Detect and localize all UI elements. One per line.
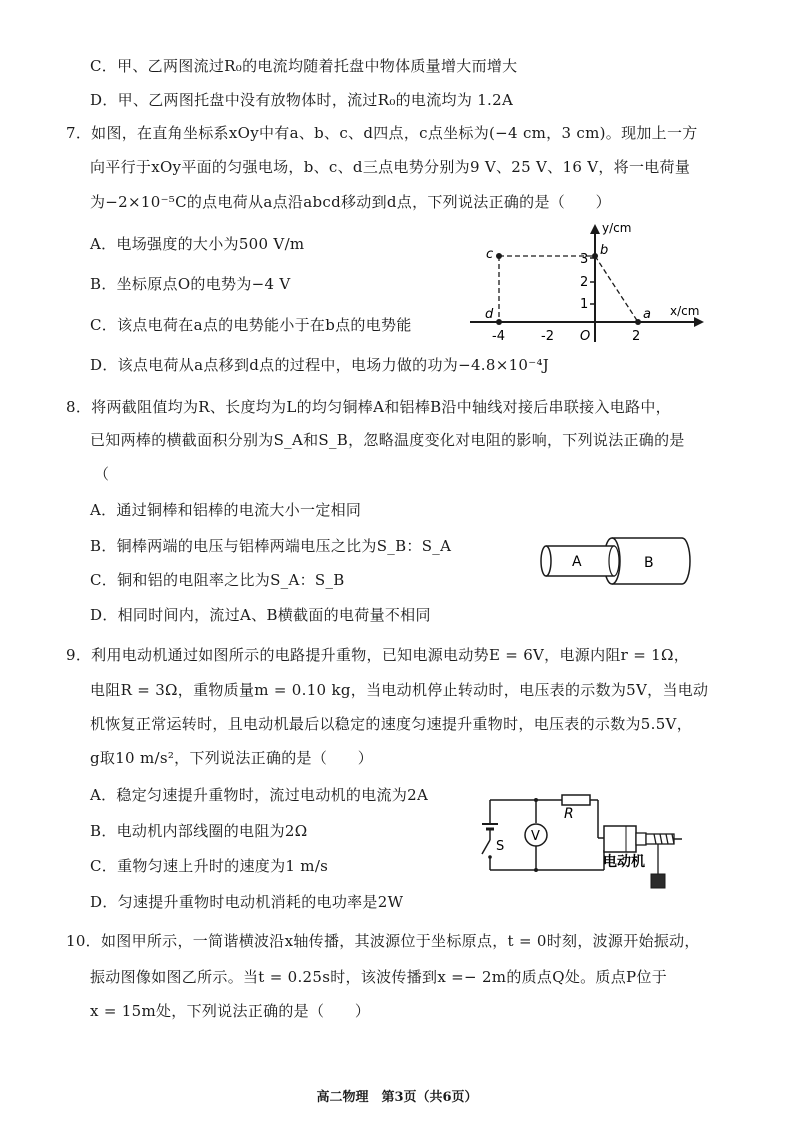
q8-option-b: B．铜棒两端的电压与铝棒两端电压之比为S_B：S_A [90,537,452,555]
q10-stem-line1: 10．如图甲所示，一简谐横波沿x轴传播，其波源位于坐标原点，t = 0时刻，波源开始振动， [66,932,700,950]
q8-option-a: A．通过铜棒和铝棒的电流大小一定相同 [90,501,362,519]
switch-blade [482,840,490,854]
y-axis-label: y/cm [602,221,632,235]
q8-option-d: D．相同时间内，流过A、B横截面的电荷量不相同 [90,606,431,624]
q10-stem-line2: 振动图像如图乙所示。当t = 0.25s时，该波传播到x =− 2m的质点Q处。质点P位于 [90,968,668,986]
q8-stem-line1: 8．将两截阻值均为R、长度均为L的均匀铜棒A和铝棒B沿中轴线对接后串联接入电路中， [66,398,671,416]
y-axis-arrow [590,224,600,234]
q6-option-d: D．甲、乙两图托盘中没有放物体时，流过R₀的电流均为 1.2A [90,91,514,109]
page-footer: 高二物理 第3页（共6页） [316,1090,478,1105]
motor-body [604,826,636,852]
q7-stem-line2: 向平行于xOy平面的匀强电场，b、c、d三点电势分别为9 V、25 V、16 V，将一电荷量 [90,158,691,176]
point-a [635,319,641,325]
q8-stem-line3: （ [94,465,110,483]
x-axis-label: x/cm [670,304,700,318]
rod-b-label: B [644,555,654,571]
q7-option-d: D．该点电荷从a点移到d点的过程中，电场力做的功为−4.8×10⁻⁴J [90,356,550,374]
q9-option-b: B．电动机内部线圈的电阻为2Ω [90,822,308,840]
point-d [496,319,502,325]
q7-stem-line1: 7．如图，在直角坐标系xOy中有a、b、c、d四点，c点坐标为(−4 cm，3 cm)。现加上一方 [66,124,698,142]
resistor-label: R [564,806,574,822]
label-a: a [643,307,651,322]
switch-label: S [496,839,505,854]
y-tick-1: 1 [580,297,589,312]
x-axis-arrow [694,317,704,327]
point-b [592,253,598,259]
q7-option-c: C．该点电荷在a点的电势能小于在b点的电势能 [90,316,412,334]
x-tick-2: 2 [632,329,641,344]
q8-rods-figure [536,532,696,590]
label-d: d [485,307,494,322]
q8-stem-line2: 已知两棒的横截面积分别为S_A和S_B，忽略温度变化对电阻的影响，下列说法正确的是 [90,431,685,449]
q8-option-c: C．铜和铝的电阻率之比为S_A：S_B [90,571,345,589]
y-tick-3: 3 [580,252,589,267]
label-b: b [600,243,609,258]
origin-label: O [580,329,591,344]
q7-option-a: A．电场强度的大小为500 V/m [90,235,305,253]
q9-stem-line4: g取10 m/s²，下列说法正确的是（ ） [90,749,374,767]
resistor [562,795,590,805]
q7-coordinate-figure [468,218,708,348]
label-c: c [486,247,494,262]
q9-option-d: D．匀速提升重物时电动机消耗的电功率是2W [90,893,404,911]
x-tick-neg4: -4 [492,329,505,344]
q9-circuit-figure [468,790,708,895]
q6-option-c: C．甲、乙两图流过R₀的电流均随着托盘中物体质量增大而增大 [90,57,518,75]
segment-ba [595,256,638,322]
q10-stem-line3: x = 15m处，下列说法正确的是（ ） [90,1002,371,1020]
y-tick-2: 2 [580,275,589,290]
motor-label: 电动机 [603,854,645,870]
weight [651,874,665,888]
voltmeter-label: V [531,829,540,844]
q9-stem-line1: 9．利用电动机通过如图所示的电路提升重物，已知电源电动势E = 6V，电源内阻r = 1Ω， [66,646,690,664]
rod-a-label: A [572,554,582,570]
q9-stem-line3: 机恢复正常运转时，且电动机最后以稳定的速度匀速提升重物时，电压表的示数为5.5V， [90,715,692,733]
point-c [496,253,502,259]
q7-option-b: B．坐标原点O的电势为−4 V [90,275,291,293]
q9-option-c: C．重物匀速上升时的速度为1 m/s [90,857,329,875]
q7-stem-line3: 为−2×10⁻⁵C的点电荷从a点沿abcd移动到d点，下列说法正确的是（ ） [90,193,611,211]
q9-option-a: A．稳定匀速提升重物时，流过电动机的电流为2A [90,786,429,804]
q9-stem-line2: 电阻R = 3Ω，重物质量m = 0.10 kg，当电动机停止转动时，电压表的示数为5V，当电动 [90,681,709,699]
x-tick-neg2: -2 [541,329,554,344]
